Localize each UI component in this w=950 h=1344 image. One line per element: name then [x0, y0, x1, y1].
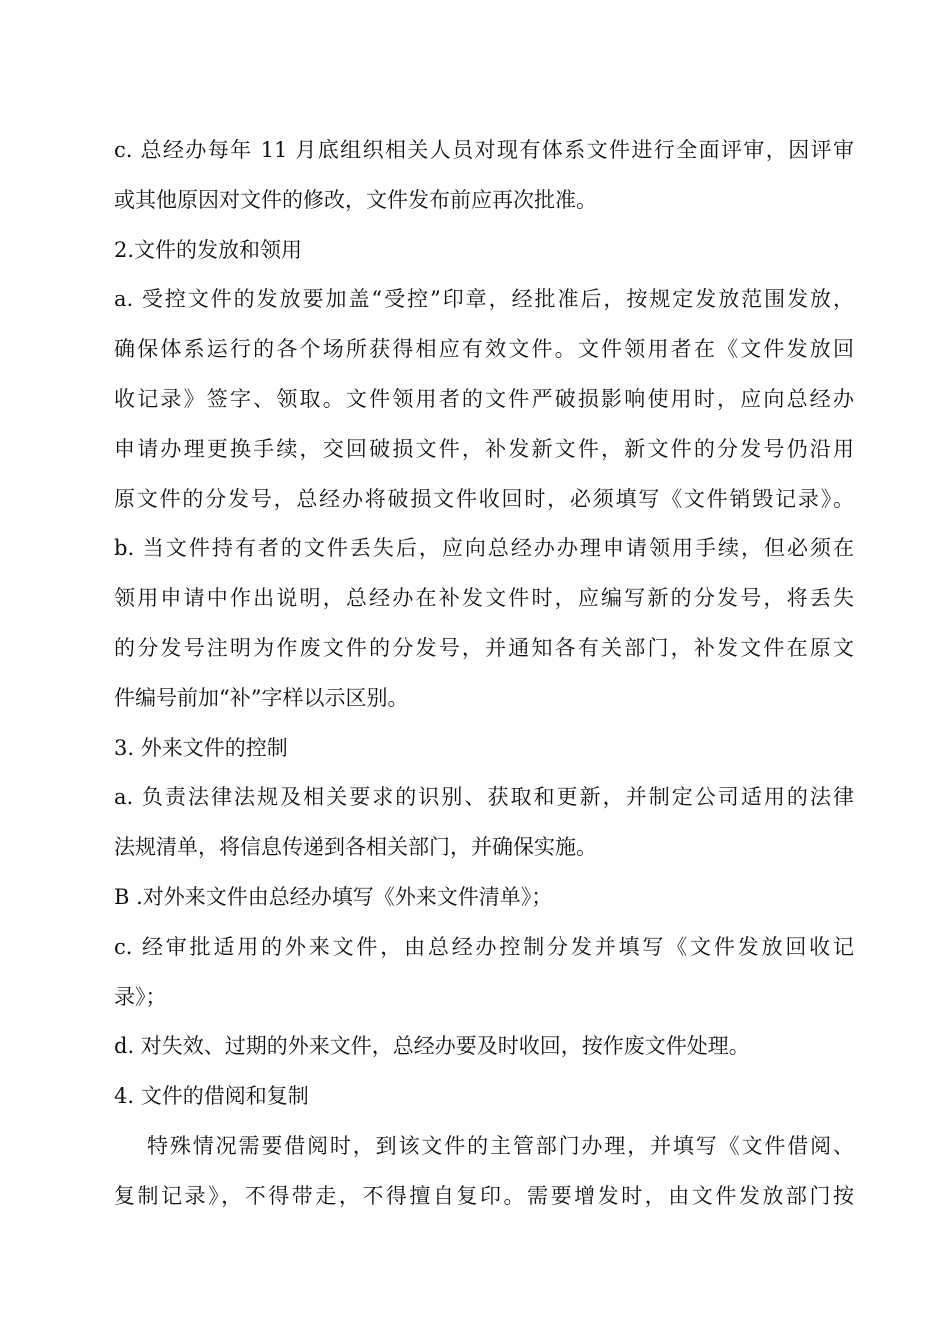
- text-line: B .对外来文件由总经办填写《外来文件清单》；: [114, 884, 553, 909]
- text-line: a. 受控文件的发放要加盖“受控”印章，经批准后，按规定发放范围发放，: [114, 287, 854, 312]
- text-line: 特殊情况需要借阅时，到该文件的主管部门办理，并填写《文件借阅、: [147, 1133, 854, 1158]
- section-heading: 3. 外来文件的控制: [114, 735, 288, 760]
- text-line: b. 当文件持有者的文件丢失后，应向总经办办理申请领用手续，但必须在: [114, 536, 854, 561]
- text-line: 的分发号注明为作废文件的分发号，并通知各有关部门，补发文件在原文: [114, 635, 854, 660]
- text-line: 法规清单，将信息传递到各相关部门，并确保实施。: [114, 835, 597, 860]
- text-line: 件编号前加“补”字样以示区别。: [114, 685, 409, 710]
- text-line: c. 总经办每年 11 月底组织相关人员对现有体系文件进行全面评审，因评审: [114, 138, 854, 162]
- document-body: [114, 126, 854, 1222]
- section-heading: 4. 文件的借阅和复制: [114, 1084, 309, 1109]
- text-line: a. 负责法律法规及相关要求的识别、获取和更新，并制定公司适用的法律: [114, 785, 854, 810]
- text-line: 录》；: [114, 984, 167, 1009]
- text-line: 复制记录》，不得带走，不得擅自复印。需要增发时，由文件发放部门按: [114, 1183, 854, 1208]
- text-line: 原文件的分发号，总经办将破损文件收回时，必须填写《文件销毁记录》。: [114, 486, 854, 511]
- text-line: d. 对失效、过期的外来文件，总经办要及时收回，按作废文件处理。: [114, 1034, 750, 1059]
- section-heading: 2.文件的发放和领用: [114, 237, 303, 262]
- text-line: 申请办理更换手续，交回破损文件，补发新文件，新文件的分发号仍沿用: [114, 436, 854, 461]
- text-line: c. 经审批适用的外来文件，由总经办控制分发并填写《文件发放回收记: [114, 934, 854, 959]
- text-line: 或其他原因对文件的修改，文件发布前应再次批准。: [114, 187, 597, 212]
- text-line: 确保体系运行的各个场所获得相应有效文件。文件领用者在《文件发放回: [114, 337, 854, 362]
- text-line: 收记录》签字、领取。文件领用者的文件严破损影响使用时，应向总经办: [114, 386, 854, 411]
- text-line: 领用申请中作出说明，总经办在补发文件时，应编写新的分发号，将丢失: [114, 586, 854, 611]
